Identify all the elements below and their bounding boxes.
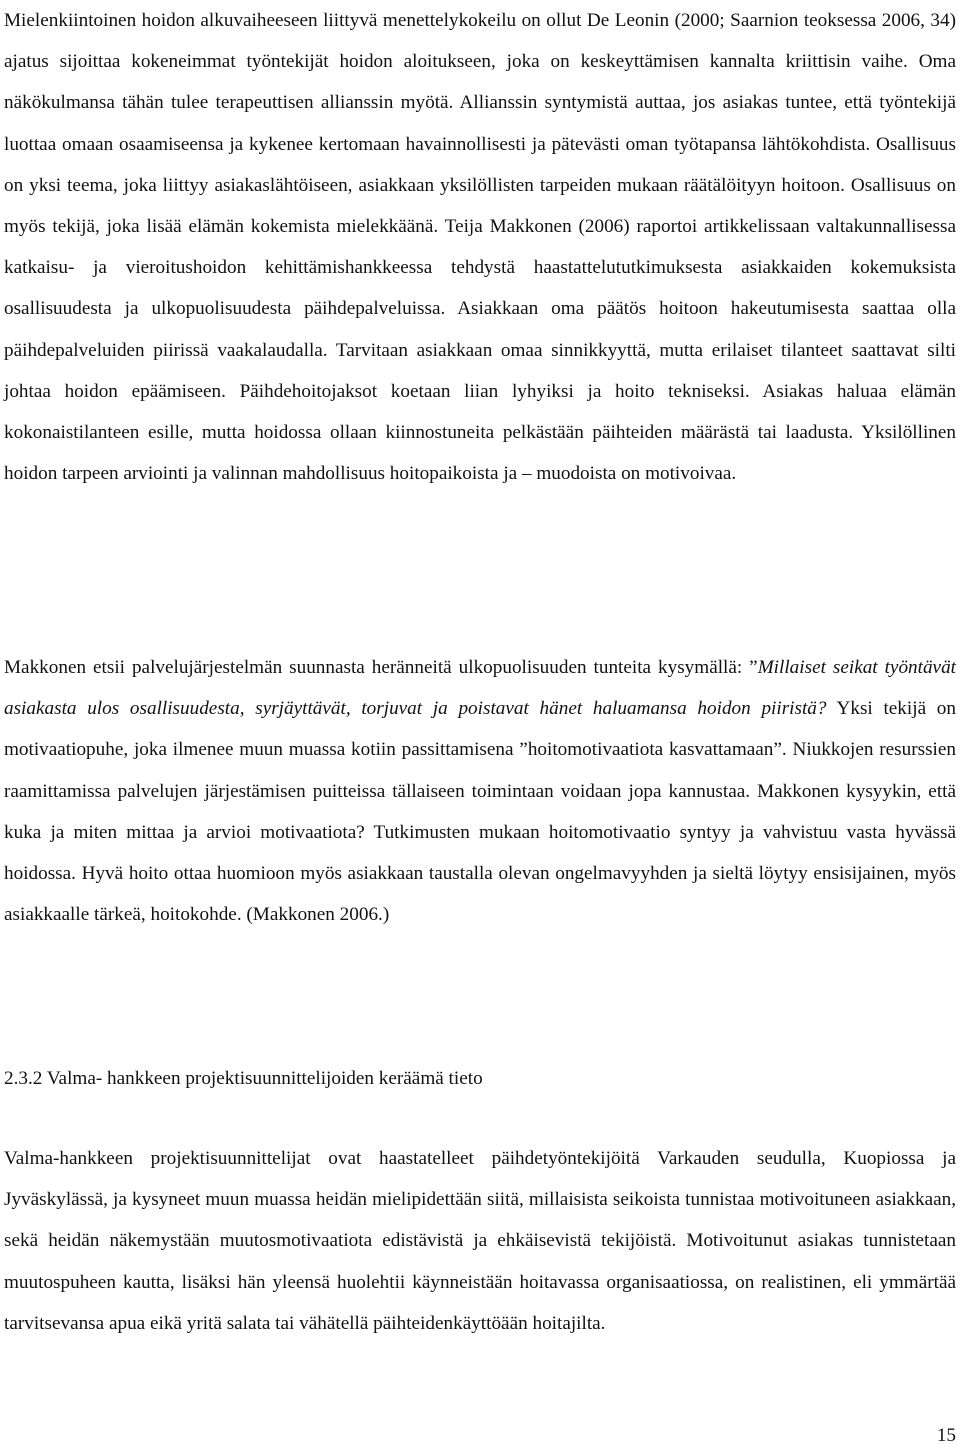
paragraph-alliance: Mielenkiintoinen hoidon alkuvaiheeseen liittyvä menettelykokeilu on ollut De Leonin (2000; Saarnion teoksessa 2006, 34) ajatus sijoittaa kokeneimmat työntekijät hoidon aloitukseen, joka on keskeyttämisen kannalta kriittisin vaihe. Oma näkökulmansa tähän tulee terapeuttisen allianssin myötä. Allianssin syntymistä auttaa, jos asiakas tuntee, että työntekijä luottaa omaan osaamiseensa ja kykenee kertomaan havainnollisesti ja pätevästi oman työtapansa lähtökohdista. Osallisuus on yksi teema, joka liittyy asiakaslähtöiseen, asiakkaan yksilöllisten tarpeiden mukaan räätälöityyn hoitoon. Osallisuus on myös tekijä, joka lisää elämän kokemista mielekkäänä. Teija Makkonen (2006) raportoi artikkelissaan valtakunnallisessa katkaisu- ja vieroitushoidon kehittämishankkeessa tehdystä haastattelututkimuksesta asiakkaiden kokemuksista osallisuudesta ja ulkopuolisuudesta päihdepalveluissa. Asiakkaan oma päätös hoitoon hakeutumisesta saattaa olla päihdepalveluiden piirissä vaakalaudalla. Tarvitaan asiakkaan omaa sinnikkyyttä, mutta erilaiset tilanteet saattavat silti johtaa hoidon epäämiseen. Päihdehoitojaksot koetaan liian lyhyiksi ja hoito tekniseksi. Asiakas haluaa elämän kokonaistilanteen esille, mutta hoidossa ollaan kiinnostuneita pelkästään päihteiden määrästä tai laadusta. Yksilöllinen hoidon tarpeen arviointi ja valinnan mahdollisuus hoitopaikoista ja – muodoista on motivoivaa. [4, 10, 956, 485]
section-heading: 2.3.2 Valma- hankkeen projektisuunnittelijoiden keräämä tieto [4, 1068, 483, 1089]
paragraph-makkonen-intro: Makkonen etsii palvelujärjestelmän suunnasta heränneitä ulkopuolisuuden tunteita kysymällä: ” [4, 657, 758, 678]
paragraph-makkonen-rest: Yksi tekijä on motivaatiopuhe, joka ilmenee muun muassa kotiin passittamisena ”hoitomotivaatiota kasvattamaan”. Niukkojen resurssien raamittamissa palvelujen järjestämisen puitteissa tällaiseen toimintaan voidaan jopa kannustaa. Makkonen kysyykin, että kuka ja miten mittaa ja arvioi motivaatiota? Tutkimusten mukaan hoitomotivaatio syntyy ja vahvistuu vasta hyvässä hoidossa. Hyvä hoito ottaa huomioon myös asiakkaan taustalla olevan ongelmavyyhden ja sieltä löytyy ensisijainen, myös asiakkaalle tärkeä, hoitokohde. (Makkonen 2006.) [4, 698, 956, 926]
paragraph-makkonen [4, 647, 956, 935]
paragraph-valma: Valma-hankkeen projektisuunnittelijat ovat haastatelleet päihdetyöntekijöitä Varkauden seudulla, Kuopiossa ja Jyväskylässä, ja kysyneet muun muassa heidän mielipidettään siitä, millaisista seikoista tunnistaa motivoituneen asiakkaan, sekä heidän näkemystään muutosmotivaatiota edistävistä ja ehkäisevistä tekijöistä. Motivoitunut asiakas tunnistetaan muutospuheen kautta, lisäksi hän yleensä huolehtii käynneistään hoitavassa organisaatiossa, on realistinen, eli ymmärtää tarvitsevansa apua eikä yritä salata tai vähätellä päihteidenkäyttöään hoitajilta. [4, 1148, 956, 1334]
makkonen-question: Millaiset seikat työntävät asiakasta ulos osallisuudesta, syrjäyttävät, torjuvat ja poistavat hänet haluamansa hoidon piiristä? [4, 657, 956, 720]
page-number: 15 [936, 1425, 956, 1446]
